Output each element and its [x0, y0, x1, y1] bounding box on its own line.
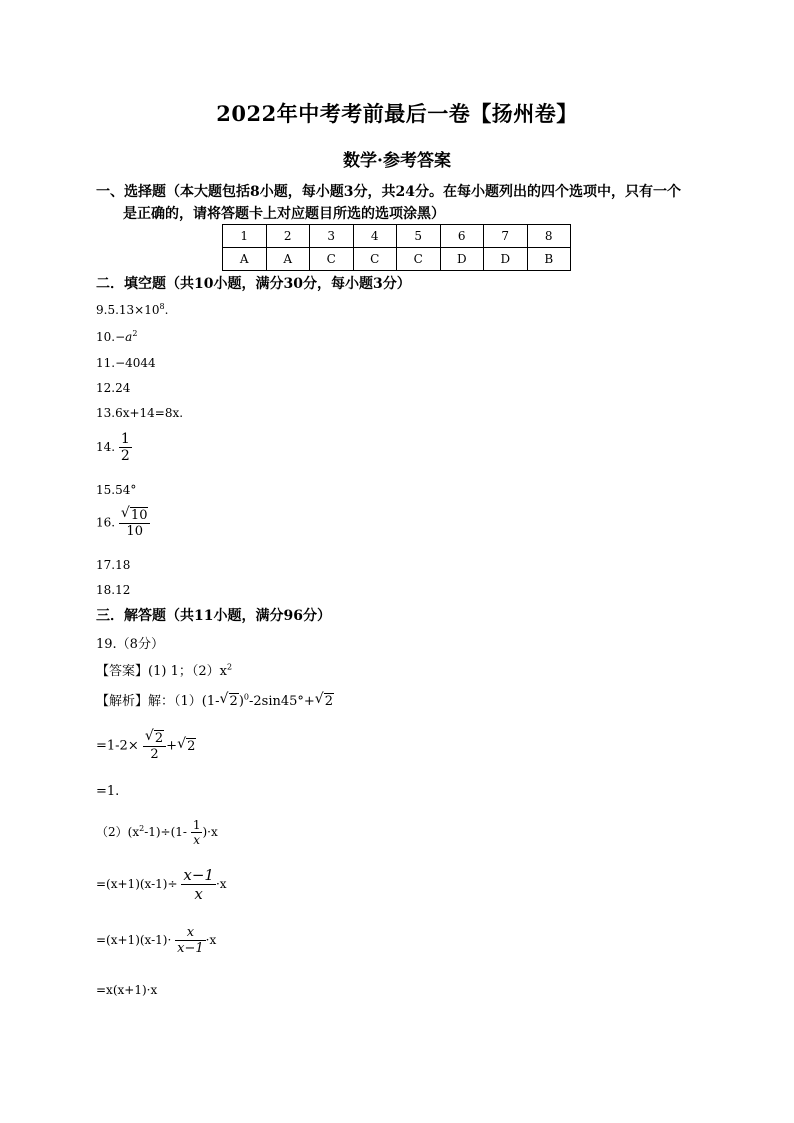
sqrt-radicand: 10: [130, 508, 148, 523]
q19-answer-exponent: 2: [226, 662, 233, 672]
sqrt-symbol: [220, 693, 239, 709]
fill-answer-16-number: 16.: [96, 515, 116, 530]
fraction-denominator: x: [193, 833, 201, 847]
section-fill-heading: 二．填空题（共10小题，满分30分，每小题3分）: [96, 276, 411, 292]
fraction-denominator: x−1: [177, 941, 204, 956]
fill-answer-10-exponent: 2: [132, 329, 138, 338]
fraction-denominator: 10: [126, 524, 143, 539]
fill-answer-9-tail: .: [164, 303, 169, 317]
sqrt-symbol: [121, 507, 149, 523]
page-subtitle: 数学·参考答案: [343, 151, 451, 171]
fraction: [143, 730, 166, 762]
table-cell: 1: [223, 225, 267, 248]
q19-step2: =1.: [96, 784, 120, 799]
fill-answer-18: 18.12: [96, 583, 131, 597]
table-cell: 6: [440, 225, 484, 248]
q19-step1-part1: =1-2×: [96, 738, 139, 754]
sqrt-radicand: 2: [154, 731, 164, 746]
fill-answer-17: 17.18: [96, 558, 131, 572]
q19-part2: [96, 818, 218, 847]
q19-step4: [96, 925, 216, 956]
table-cell: 4: [353, 225, 397, 248]
section-solve-heading: 三．解答题（共11小题，满分96分）: [96, 608, 331, 624]
q19-step3-b: ·x: [215, 877, 227, 891]
q19-step1: [96, 730, 196, 762]
fraction: [181, 866, 216, 903]
q19-answer-text: (1) 1；（2）x: [148, 664, 227, 679]
sqrt-radicand: 2: [229, 694, 238, 709]
q19-answer: [96, 660, 232, 679]
q19-part2-c: )·x: [202, 825, 218, 839]
fill-answer-9: [96, 303, 168, 317]
sqrt-symbol: [145, 730, 164, 746]
fill-answer-13: 13.6x+14=8x.: [96, 406, 184, 420]
fraction-numerator: 1: [120, 431, 130, 447]
table-cell: B: [527, 248, 571, 271]
fill-answer-9-text: 9.5.13×10: [96, 303, 160, 317]
sqrt-radicand: 2: [324, 694, 334, 709]
fraction-numerator: [119, 507, 151, 524]
page-title: 2022年中考考前最后一卷【扬州卷】: [216, 101, 578, 126]
q19-part2-b: -1)÷(1-: [144, 825, 187, 839]
fill-answer-10-expr: −a: [115, 330, 133, 344]
table-cell: A: [223, 248, 267, 271]
q19-step3: [96, 866, 227, 903]
fill-answer-12: 12.24: [96, 381, 131, 395]
fill-answer-10-number: 10.: [96, 330, 116, 344]
section-choice-heading: [96, 181, 706, 225]
fraction: [119, 507, 151, 539]
table-cell: 5: [397, 225, 441, 248]
choice-answer-table: [222, 224, 571, 271]
q19-analysis-part2: ): [238, 694, 244, 709]
section-choice-line1: 一、选择题（本大题包括8小题，每小题3分，共24分。在每小题列出的四个选项中，只有一个: [96, 184, 681, 200]
fraction-denominator: x: [194, 885, 203, 903]
fraction-numerator: x: [175, 925, 206, 941]
fill-answer-11: 11.−4044: [96, 356, 156, 370]
fraction-denominator: 2: [120, 448, 130, 464]
fill-answer-15: 15.54°: [96, 483, 137, 497]
section-choice-line2: 是正确的，请将答题卡上对应题目所选的选项涂黑）: [123, 206, 445, 222]
sqrt-symbol: [315, 693, 334, 709]
fill-answer-9-exponent: 8: [159, 302, 165, 311]
fraction: [191, 818, 203, 847]
table-cell: D: [484, 248, 528, 271]
q19-analysis-exponent: 0: [243, 692, 249, 702]
fraction-numerator: [143, 730, 166, 747]
fill-answer-14-number: 14.: [96, 440, 116, 454]
fill-answer-16: [96, 507, 150, 539]
table-cell: C: [397, 248, 441, 271]
fill-answer-10: [96, 330, 137, 344]
table-row-answers: [223, 248, 571, 271]
q19-analysis-part3: -2sin45°+: [248, 694, 315, 709]
q19-answer-label: 【答案】: [96, 664, 149, 679]
fraction-denominator: 2: [150, 747, 159, 762]
fill-answer-14: [96, 431, 132, 464]
table-cell: D: [440, 248, 484, 271]
q19-header: 19.（8分）: [96, 637, 164, 652]
q19-step1-plus: +: [166, 738, 178, 754]
table-cell: 8: [527, 225, 571, 248]
fraction: [175, 925, 206, 956]
table-cell: C: [353, 248, 397, 271]
q19-analysis-part1: 解：（1）(1-: [148, 694, 220, 709]
table-cell: 2: [266, 225, 310, 248]
q19-step5: =x(x+1)·x: [96, 983, 158, 997]
q19-analysis: [96, 690, 334, 709]
table-cell: A: [266, 248, 310, 271]
fraction: [119, 431, 132, 464]
q19-analysis-label: 【解析】: [96, 694, 149, 709]
sqrt-symbol: [177, 738, 196, 754]
q19-step3-a: =(x+1)(x-1)÷: [96, 877, 178, 891]
fraction-numerator: 1: [192, 818, 201, 832]
sqrt-radicand: 2: [187, 738, 196, 754]
q19-step4-a: =(x+1)(x-1)·: [96, 933, 172, 947]
table-cell: 3: [310, 225, 354, 248]
fraction-numerator: x−1: [183, 866, 214, 884]
table-cell: C: [310, 248, 354, 271]
q19-step4-b: ·x: [205, 933, 217, 947]
q19-part2-a: （2）(x: [96, 825, 140, 839]
q19-part2-exponent: 2: [139, 824, 145, 833]
table-row-numbers: [223, 225, 571, 248]
table-cell: 7: [484, 225, 528, 248]
